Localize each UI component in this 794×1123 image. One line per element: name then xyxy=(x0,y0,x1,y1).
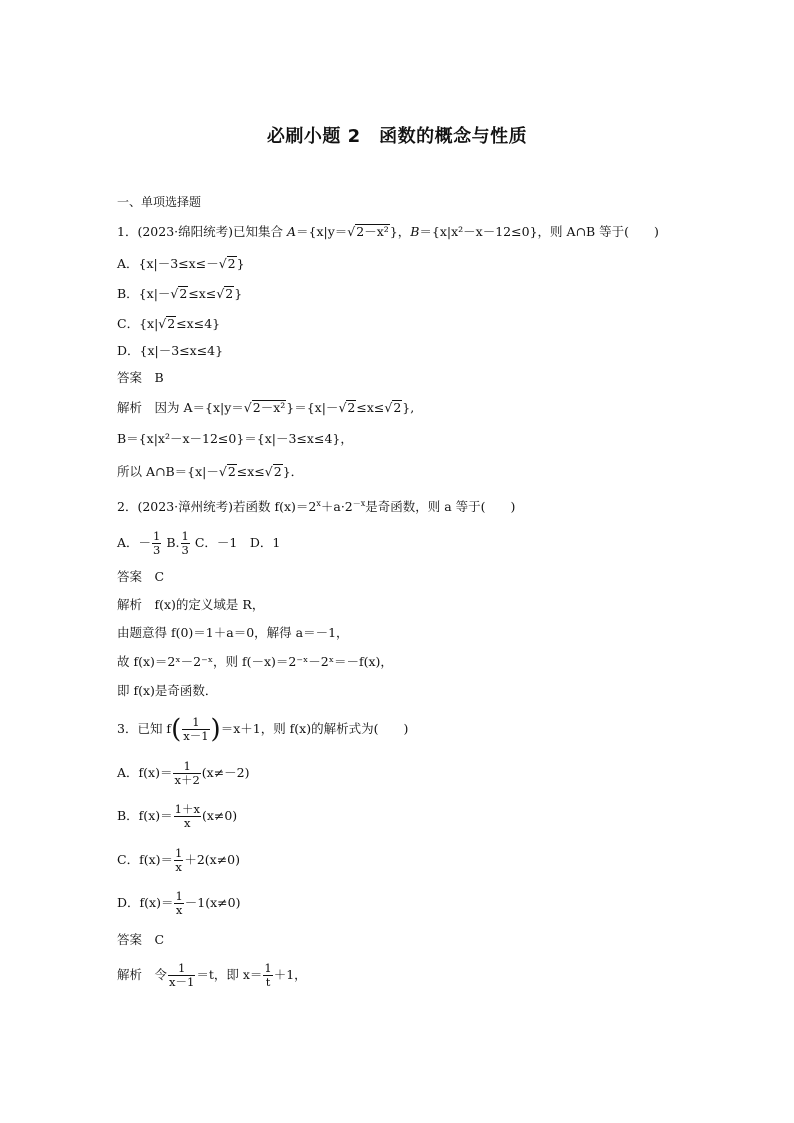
question-2-stem: 2．(2023·漳州统考)若函数 $f(x)=2^x+a\cdot 2^{-x}$是奇函数，则 a 等于( ) xyxy=(117,499,516,515)
question-1-stem: 1．(2023·绵阳统考)已知集合 A＝{x|y＝√2－x²}，B＝{x|x²－x－12≤0}，则 A∩B 等于( ) xyxy=(117,224,659,239)
question-1-option-c: C．{x|√2≤x≤4} xyxy=(117,316,221,331)
question-3-option-d: D．f(x)＝ $\frac{1}{x}$ －1(x≠0) xyxy=(117,889,241,917)
question-2-solution-line-4: 即 f(x)是奇函数． xyxy=(117,683,218,698)
question-3-option-c: C．f(x)＝ $\frac{1}{x}$ ＋2(x≠0) xyxy=(117,846,241,874)
page-title: 必刷小题 2 函数的概念与性质 xyxy=(266,126,528,147)
question-3-option-b: B．f(x)＝ $\frac{1+x}{x}$ (x≠0) xyxy=(117,802,238,830)
question-1-option-a: A．{x|－3≤x≤－√2} xyxy=(117,256,245,271)
question-2-solution-line-3: 故 f(x)＝2ˣ－2⁻ˣ，则 f(－x)＝2⁻ˣ－2ˣ＝－f(x)， xyxy=(117,654,393,669)
section-heading: 一、单项选择题 xyxy=(117,195,202,209)
question-2-options: A．－ $\frac{1}{3}$ B. $\frac{1}{3}$ C．－1 D．1 xyxy=(117,529,281,557)
question-1-solution-line-1: 解析 因为 A＝{x|y＝√2－x²}＝{x|－√2≤x≤√2}, xyxy=(117,400,415,415)
question-1-solution-line-2: B＝{x|x²－x－12≤0}＝{x|－3≤x≤4}， xyxy=(117,431,353,446)
question-1-answer: 答案 B xyxy=(117,370,164,385)
question-1-option-b: B．{x|－√2≤x≤√2} xyxy=(117,286,243,301)
question-2-solution-line-2: 由题意得 f(0)＝1＋a＝0，解得 a＝－1， xyxy=(117,625,349,640)
question-3-solution-line-1: 解析 令 $\frac{1}{x-1}$ ＝t，即 x＝ $\frac{1}{t}$ ＋1， xyxy=(117,961,307,989)
question-2-solution-line-1: 解析 f(x)的定义域是 R， xyxy=(117,597,265,612)
question-1-solution-line-3: 所以 A∩B＝{x|－√2≤x≤√2}． xyxy=(117,464,304,479)
question-3-option-a: A．f(x)＝ $\frac{1}{x+2}$ (x≠－2) xyxy=(117,759,250,787)
question-3-answer: 答案 C xyxy=(117,932,165,947)
question-3-stem: 3．已知 f( $\frac{1}{x-1}$ )＝x＋1，则 f(x)的解析式为( ) xyxy=(117,714,409,745)
sqrt-symbol: √2－x² xyxy=(347,224,389,239)
question-1-option-d: D．{x|－3≤x≤4} xyxy=(117,343,224,358)
question-2-answer: 答案 C xyxy=(117,569,165,584)
